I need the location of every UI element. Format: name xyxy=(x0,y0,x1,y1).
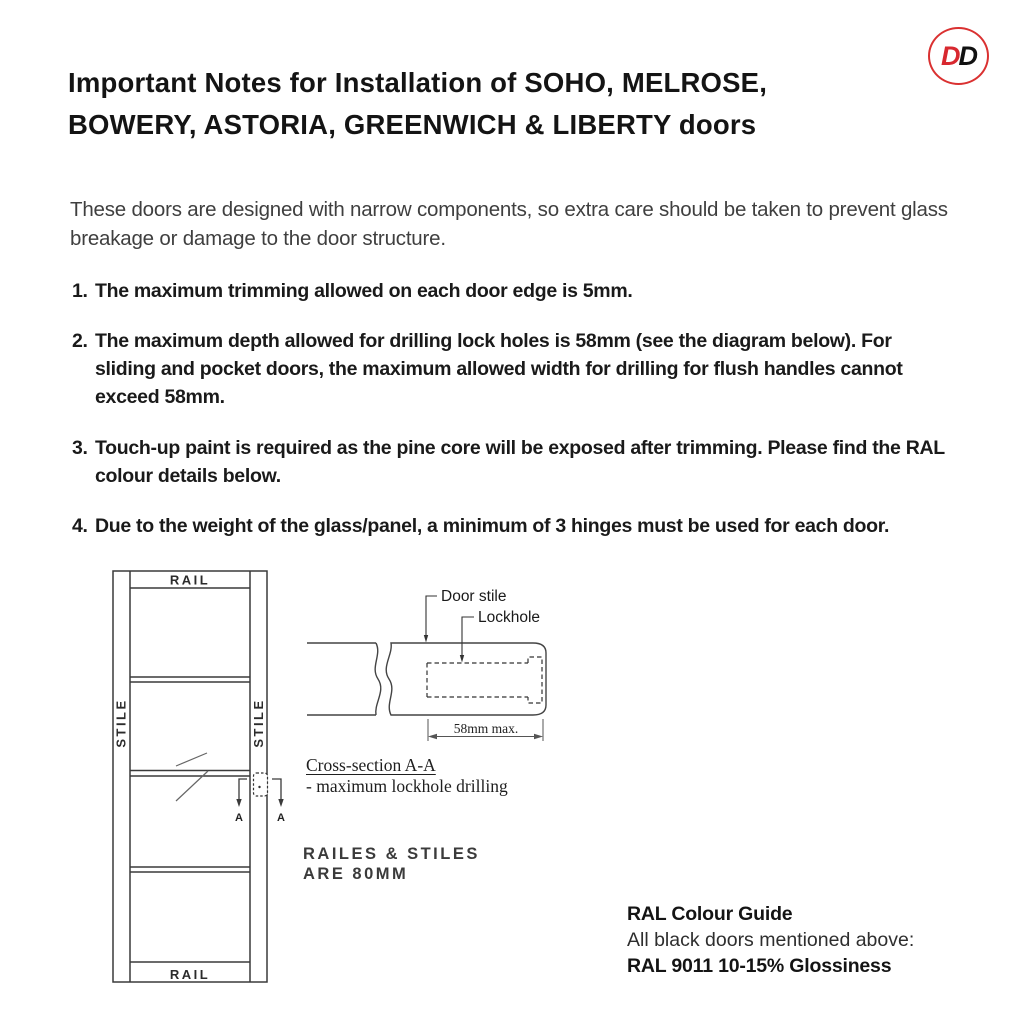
note-item-2 xyxy=(72,327,957,411)
cross-section-subtitle: - maximum lockhole drilling xyxy=(306,776,508,796)
note-number: 1. xyxy=(72,280,88,302)
cross-section-title: Cross-section A-A xyxy=(306,755,436,775)
section-arrowhead-left xyxy=(236,799,241,807)
cross-section-caption xyxy=(306,755,508,797)
section-arrow-right-line xyxy=(272,779,281,800)
lockhole-arrowhead xyxy=(460,655,464,663)
note-item-1 xyxy=(72,277,957,305)
rails-stiles-line1: RAILES & STILES xyxy=(303,845,480,863)
rails-stiles-line2: ARE 80MM xyxy=(303,864,409,883)
logo-letter-1: D xyxy=(941,40,959,71)
ral-guide-line1: All black doors mentioned above: xyxy=(627,929,915,951)
brand-logo-text xyxy=(941,40,976,71)
note-item-4 xyxy=(72,512,957,540)
ral-guide-line2: RAL 9011 10-15% Glossiness xyxy=(627,955,892,977)
page-title-line2: BOWERY, ASTORIA, GREENWICH & LIBERTY doors xyxy=(68,109,757,140)
note-text: Due to the weight of the glass/panel, a minimum of 3 hinges must be used for each door. xyxy=(95,515,890,537)
note-number: 2. xyxy=(72,330,88,352)
intro-paragraph: These doors are designed with narrow components, so extra care should be taken to prevent glass breakage or damage to the door structure. xyxy=(70,198,948,250)
page-title-line1: Important Notes for Installation of SOHO, MELROSE, xyxy=(68,67,768,98)
note-text: The maximum trimming allowed on each door edge is 5mm. xyxy=(95,280,633,302)
note-number: 4. xyxy=(72,515,88,537)
lockhole-dot xyxy=(258,786,260,788)
note-number: 3. xyxy=(72,437,88,459)
section-arrow-left-line xyxy=(239,779,247,800)
glass-mark xyxy=(176,753,207,766)
logo-letter-2: D xyxy=(958,40,976,71)
dimension-label: 58mm max. xyxy=(453,721,519,736)
door-elevation-diagram xyxy=(100,560,300,995)
lockhole-label: Lockhole xyxy=(478,609,541,626)
stile-cross-section xyxy=(386,643,546,715)
cross-section-diagram xyxy=(295,578,560,748)
section-label-right: A xyxy=(277,812,285,824)
stile-right-label: STILE xyxy=(251,698,266,748)
page-title xyxy=(68,62,868,146)
brand-logo xyxy=(928,27,989,85)
lockhole-leader xyxy=(462,617,474,656)
dim-arrow-left xyxy=(428,734,437,739)
door-stile-leader xyxy=(426,596,437,636)
lockhole-dash-notch xyxy=(528,657,542,703)
rail-top-label: RAIL xyxy=(169,572,211,588)
note-text: The maximum depth allowed for drilling lock holes is 58mm (see the diagram below). For sliding and pocket doors, the maximum allowed width for drilling for flush handles cannot exceed 58mm. xyxy=(95,330,903,408)
stile-left-label: STILE xyxy=(113,698,129,748)
door-stile-label: Door stile xyxy=(441,588,507,605)
section-label-left: A xyxy=(235,812,243,824)
rail-bottom-label: RAIL xyxy=(169,967,211,982)
ral-colour-guide xyxy=(627,901,914,979)
door-stile-arrowhead xyxy=(424,635,428,643)
ral-guide-title: RAL Colour Guide xyxy=(627,903,793,925)
section-arrowhead-right xyxy=(278,799,283,807)
dim-arrow-right xyxy=(534,734,543,739)
rails-stiles-note xyxy=(303,845,480,884)
lockhole-marker xyxy=(254,773,268,796)
break-line-left xyxy=(375,643,381,715)
note-item-3 xyxy=(72,434,957,490)
note-text: Touch-up paint is required as the pine core will be exposed after trimming. Please find the RAL colour details below. xyxy=(95,437,945,487)
